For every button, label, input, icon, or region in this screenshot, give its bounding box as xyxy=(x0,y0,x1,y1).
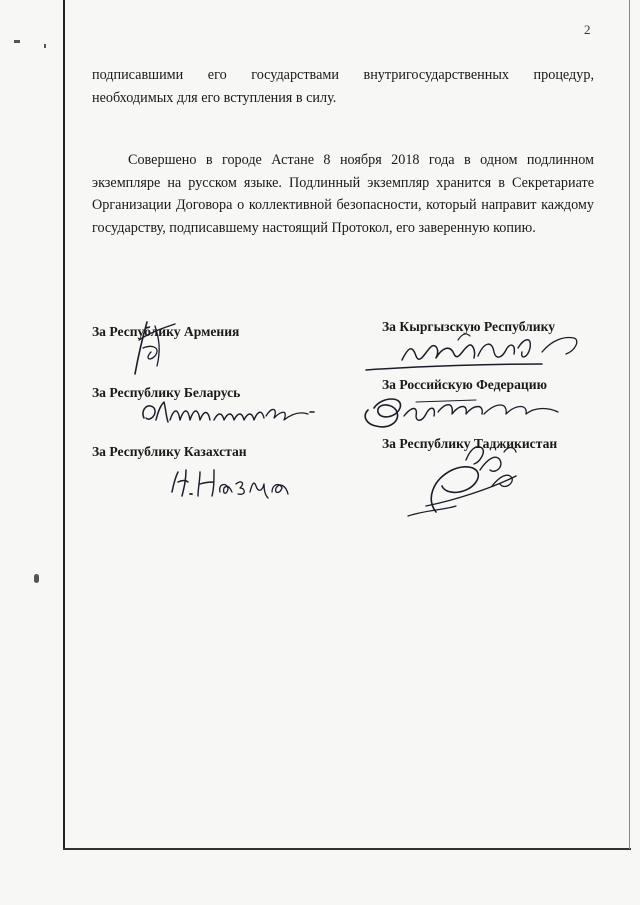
page-frame-left xyxy=(63,0,65,848)
signature-russia-icon xyxy=(356,392,566,436)
paragraph-concluding: Совершено в городе Астане 8 ноября 2018 года в одном подлинном экземпляре на русском языке. Подлинный экземпляр хранится в Секретариате Организации Договора о коллективной безопасности, который направит каждому государству, подписавшему настоящий Протокол, его заверенную копию. xyxy=(92,152,594,236)
scan-speck xyxy=(14,40,20,43)
signatory-label-belarus: За Республику Беларусь xyxy=(92,385,241,400)
signatory-label-kyrgyzstan: За Кыргызскую Республику xyxy=(382,319,556,334)
signatory-label-kazakhstan: За Республику Казахстан xyxy=(92,444,247,459)
signatory-label-tajikistan: За Республику Таджикистан xyxy=(382,436,558,451)
page-frame-right xyxy=(629,0,630,849)
signatory-label-russia: За Российскую Федерацию xyxy=(382,377,547,392)
scan-speck xyxy=(44,44,46,48)
signature-belarus-icon xyxy=(138,396,328,430)
page-number: 2 xyxy=(584,22,591,37)
page-frame-bottom xyxy=(63,848,631,850)
signature-armenia-icon xyxy=(125,318,185,380)
scan-speck xyxy=(34,574,39,583)
signature-kyrgyzstan-icon xyxy=(362,330,592,376)
signatory-label-armenia: За Республику Армения xyxy=(92,324,240,339)
signature-tajikistan-icon xyxy=(396,440,536,520)
paragraph-continuation: подписавшими его государствами внутригосударственных процедур, необходимых для его вступления в силу. xyxy=(92,67,594,106)
signature-kazakhstan-icon xyxy=(168,466,308,502)
